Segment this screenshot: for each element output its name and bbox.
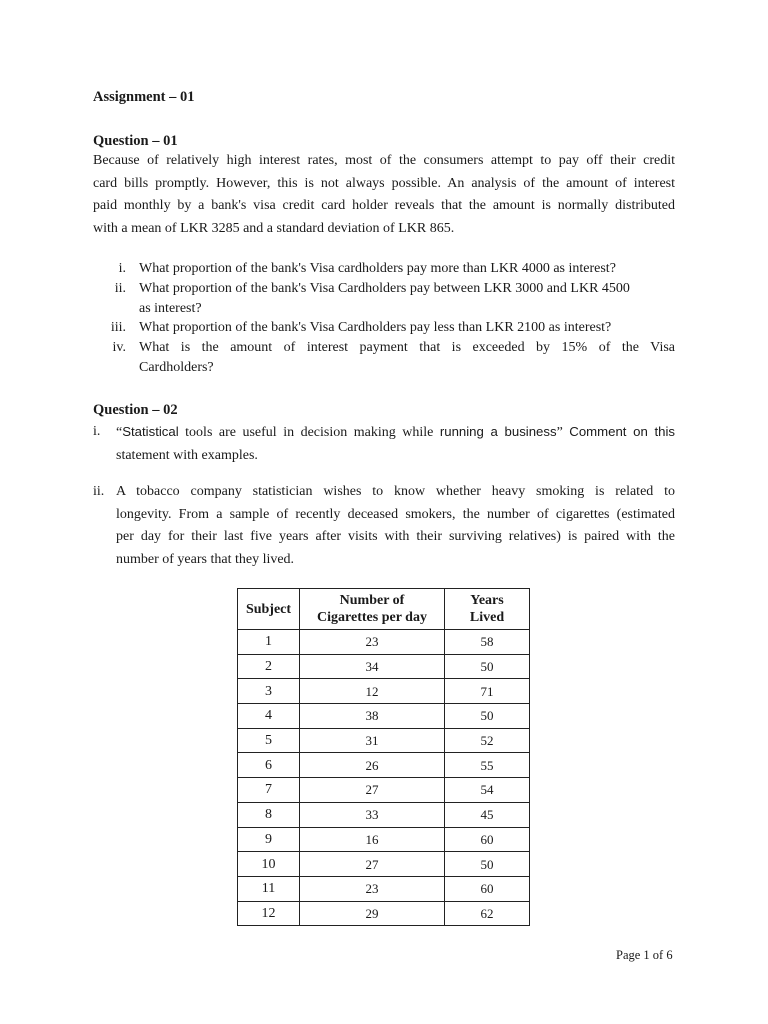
header-cigarettes-line2: Cigarettes per day [317,610,427,625]
paragraph-line: number of years that they lived. [116,551,295,567]
cell-subject: 7 [238,778,300,803]
cell-subject: 12 [238,901,300,926]
table-row [238,876,530,901]
cell-years: 55 [445,753,530,778]
phrase-running-business: running a business [439,424,557,439]
table-header-row [238,589,530,630]
cell-cigarettes: 26 [300,753,445,778]
paragraph-line: longevity. From a sample of recently deceased smokers, the number of cigarettes (estimated [116,506,675,522]
phrase-comment: Comment on this [569,424,675,439]
table-row [238,728,530,753]
cell-subject: 2 [238,654,300,679]
header-years-line2: Lived [469,610,505,625]
question-2-heading: Question – 02 [93,402,178,418]
cell-years: 54 [445,778,530,803]
cell-subject: 11 [238,876,300,901]
paragraph-line: with a mean of LKR 3285 and a standard deviation of LKR 865. [93,220,455,236]
header-cigarettes-line1: Number of [339,593,405,608]
item-number: iv. [112,340,126,355]
item-number: i. [93,424,101,439]
item-number: ii. [93,484,105,499]
table-row [238,679,530,704]
cell-years: 50 [445,852,530,877]
cell-cigarettes: 34 [300,654,445,679]
table-row [238,630,530,655]
cell-subject: 5 [238,728,300,753]
cell-cigarettes: 12 [300,679,445,704]
cell-years: 45 [445,802,530,827]
cell-cigarettes: 23 [300,630,445,655]
cell-subject: 8 [238,802,300,827]
table-row [238,778,530,803]
cell-years: 50 [445,704,530,729]
cell-years: 62 [445,901,530,926]
cell-cigarettes: 29 [300,901,445,926]
paragraph-line: card bills promptly. However, this is not always possible. An analysis of the amount of interest [93,175,675,191]
table-row [238,852,530,877]
cell-cigarettes: 33 [300,802,445,827]
cell-subject: 6 [238,753,300,778]
paragraph-line: per day for their last five years after visits with their surviving relatives) is paired with the [116,529,675,544]
paragraph-line: A tobacco company statistician wishes to know whether heavy smoking is related to [116,484,675,499]
cell-subject: 10 [238,852,300,877]
cell-cigarettes: 23 [300,876,445,901]
cell-cigarettes: 27 [300,852,445,877]
table-row [238,901,530,926]
open-quote: “ [116,425,123,440]
cell-years: 60 [445,827,530,852]
item-text: What is the amount of interest payment that is exceeded by 15% of the Visa [139,340,675,355]
cell-years: 58 [445,630,530,655]
smoking-longevity-table [237,588,530,926]
statement-line: statement with examples. [116,447,258,463]
table-body [238,630,530,926]
table-row [238,704,530,729]
cell-cigarettes: 27 [300,778,445,803]
paragraph-line: paid monthly by a bank's visa credit card holder reveals that the amount is normally distributed [93,198,675,213]
item-text: Cardholders? [139,359,214,375]
paragraph-line: Because of relatively high interest rates, most of the consumers attempt to pay off their credit [93,153,675,168]
item-text: as interest? [139,300,202,316]
cell-years: 60 [445,876,530,901]
item-text: What proportion of the bank's Visa cardholders pay more than LKR 4000 as interest? [139,261,616,276]
close-quote: ” [556,425,570,440]
table-row [238,654,530,679]
item-number: ii. [114,281,126,296]
table-row [238,802,530,827]
statement-text: tools are useful in decision making while [178,425,440,440]
table-row [238,753,530,778]
question-1-heading: Question – 01 [93,133,178,149]
cell-years: 52 [445,728,530,753]
header-cigarettes [300,589,445,630]
statement-line [116,421,675,445]
header-years [445,589,530,630]
table-row [238,827,530,852]
cell-subject: 3 [238,679,300,704]
header-subject: Subject [238,589,300,630]
cell-years: 71 [445,679,530,704]
cell-subject: 1 [238,630,300,655]
item-number: iii. [110,320,126,335]
header-years-line1: Years [470,593,504,608]
page-number: Page 1 of 6 [616,948,673,962]
cell-years: 50 [445,654,530,679]
question-1-paragraph [93,150,675,240]
assignment-title: Assignment – 01 [93,89,195,105]
cell-cigarettes: 38 [300,704,445,729]
cell-subject: 4 [238,704,300,729]
item-text: What proportion of the bank's Visa Cardholders pay between LKR 3000 and LKR 4500 [139,281,630,296]
word-statistical: Statistical [122,424,179,439]
item-number: i. [118,261,126,276]
item-text: What proportion of the bank's Visa Cardholders pay less than LKR 2100 as interest? [139,320,612,335]
cell-subject: 9 [238,827,300,852]
cell-cigarettes: 31 [300,728,445,753]
cell-cigarettes: 16 [300,827,445,852]
